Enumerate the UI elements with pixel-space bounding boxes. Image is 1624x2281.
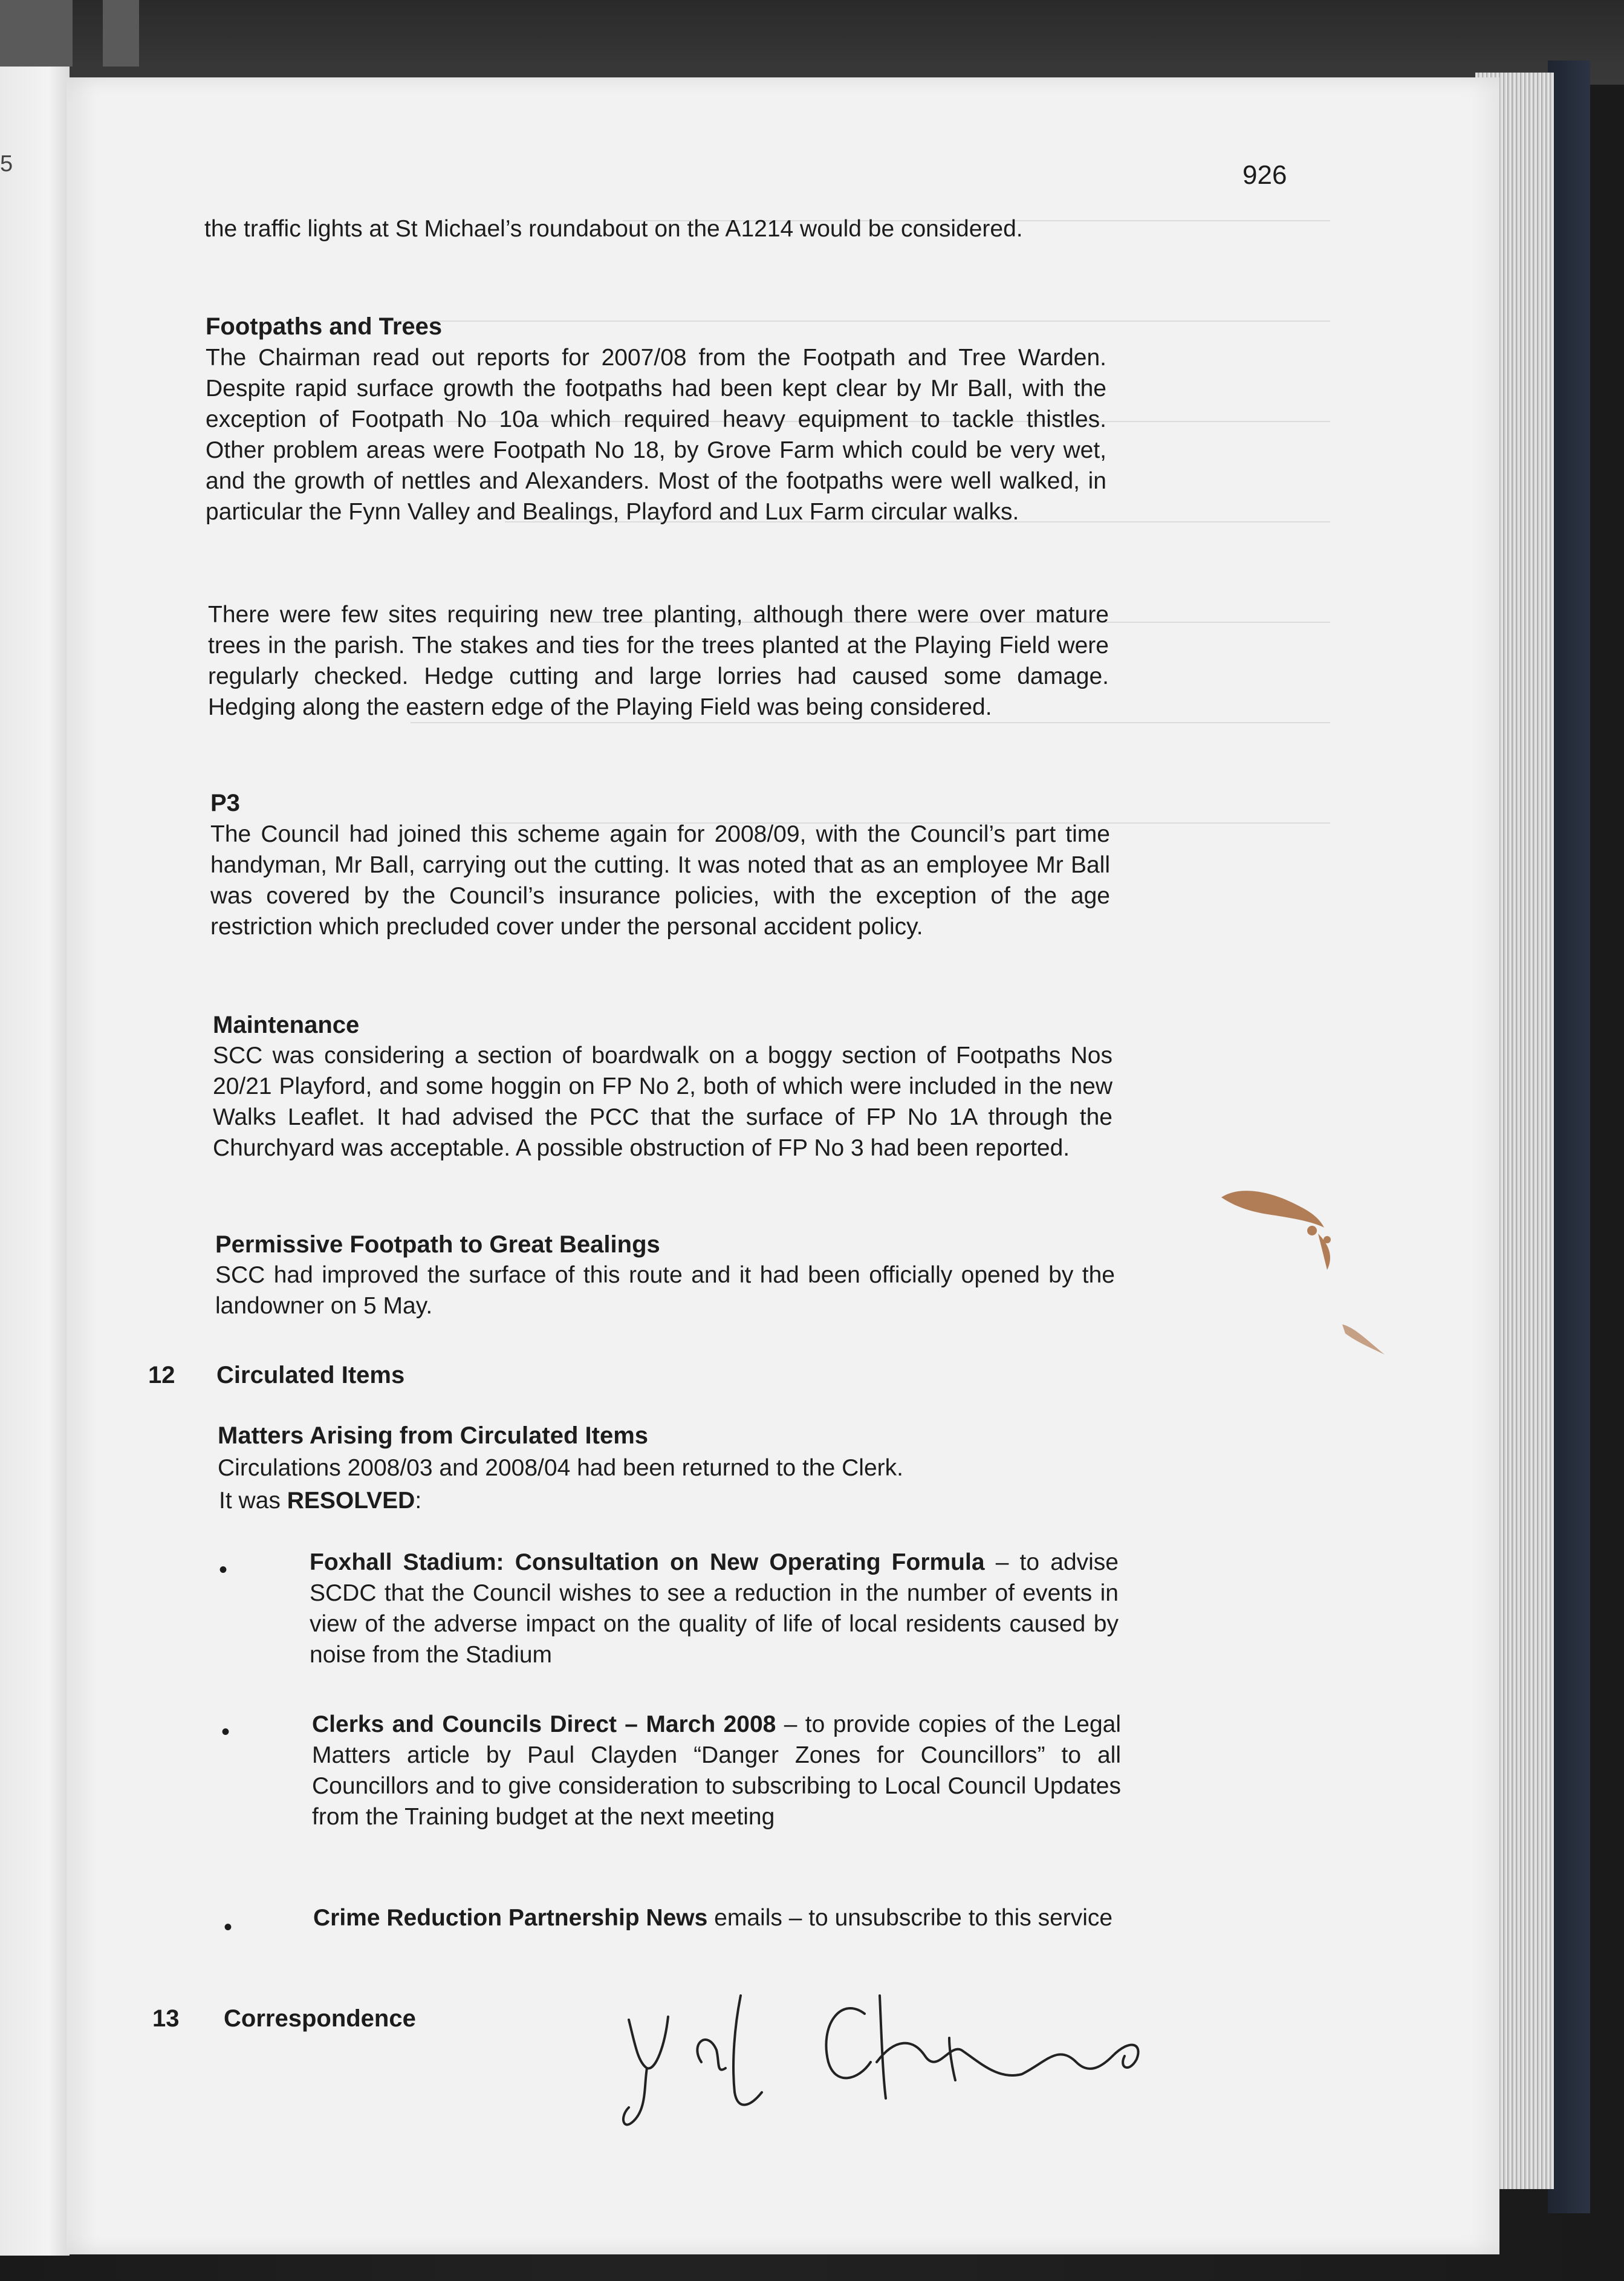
stain-mark <box>1203 1173 1421 1373</box>
circulations-returned-line: Circulations 2008/03 and 2008/04 had been returned to the Clerk. <box>218 1455 903 1481</box>
bullet-icon: • <box>219 1557 228 1583</box>
bullet-item-title: Foxhall Stadium: Consultation on New Operating Formula <box>310 1549 985 1575</box>
bullet-item-text: – to provide copies of the Legal Matters article by Paul Clayden “Danger Zones for Councillors” to all Councillors and to give consideration to subscribing to Local Council Updates from the Training budget at the next meeting <box>312 1711 1122 1830</box>
section-12-number: 12 <box>148 1362 175 1388</box>
maintenance-heading: Maintenance <box>213 1012 360 1038</box>
scanner-top-edge <box>0 0 1624 85</box>
section-13-number: 13 <box>152 2005 180 2032</box>
resolved-prefix: It was <box>219 1488 287 1514</box>
bullet-item-foxhall <box>310 1547 1119 1670</box>
intro-continuation: the traffic lights at St Michael’s roundabout on the A1214 would be considered. <box>204 216 1023 242</box>
bullet-item-crime-reduction <box>313 1902 1122 1933</box>
footpaths-trees-para-2: There were few sites requiring new tree planting, although there were over mature trees in the parish. The stakes and ties for the trees planted at the Playing Field were regularly checked. Hedge cutting and large lorries had caused some damage. Hedging along the eastern edge of the Playing Field was being considered. <box>208 602 1109 720</box>
bullet-item-title: Clerks and Councils Direct – March 2008 <box>312 1711 776 1737</box>
permissive-footpath-text: SCC had improved the surface of this route and it had been officially opened by the landowner on 5 May. <box>215 1262 1115 1319</box>
matters-arising-heading: Matters Arising from Circulated Items <box>218 1422 649 1449</box>
book-cover-edge <box>1548 60 1590 2213</box>
bullet-icon: • <box>224 1914 233 1941</box>
permissive-footpath-heading: Permissive Footpath to Great Bealings <box>215 1231 660 1258</box>
handwritten-signature <box>611 1971 1246 2141</box>
bullet-item-text: emails – to unsubscribe to this service <box>707 1905 1113 1931</box>
facing-page-edge <box>0 67 70 2256</box>
section-12-title: Circulated Items <box>216 1362 405 1388</box>
p3-heading: P3 <box>210 790 240 816</box>
resolved-word: RESOLVED <box>287 1488 415 1514</box>
bullet-item-clerks-councils <box>312 1709 1121 1832</box>
bullet-icon: • <box>221 1719 230 1745</box>
footpaths-trees-heading: Footpaths and Trees <box>206 313 443 340</box>
bullet-item-title: Crime Reduction Partnership News <box>313 1905 708 1931</box>
bullet-item-text: – to advise SCDC that the Council wishes to see a reduction in the number of events in view of the adverse impact on the quality of life of local residents caused by noise from the Stadium <box>310 1549 1119 1668</box>
maintenance-text: SCC was considering a section of boardwalk on a boggy section of Footpaths Nos 20/21 Playford, and some hoggin on FP No 2, both of which were included in the new Walks Leaflet. It had advised the PCC that the surface of FP No 1A through the Churchyard was acceptable. A possible obstruction of FP No 3 had been reported. <box>213 1043 1112 1161</box>
footpaths-trees-para-1: The Chairman read out reports for 2007/08 from the Footpath and Tree Warden. Despite rapid surface growth the footpaths had been kept clear by Mr Ball, with the exception of Footpath No 10a which required heavy equipment to tackle thistles. Other problem areas were Footpath No 18, by Grove Farm which could be very wet, and the growth of nettles and Alexanders. Most of the footpaths were well walked, in particular the Fynn Valley and Bealings, Playford and Lux Farm circular walks. <box>206 345 1106 525</box>
section-13-title: Correspondence <box>224 2005 416 2032</box>
page-number: 926 <box>1242 160 1287 190</box>
resolved-suffix: : <box>415 1488 422 1514</box>
p3-text: The Council had joined this scheme again for 2008/09, with the Council’s part time handyman, Mr Ball, carrying out the cutting. It was noted that as an employee Mr Ball was covered by the Council’s insurance policies, with the exception of the age restriction which precluded cover under the personal accident policy. <box>210 821 1110 940</box>
resolved-line <box>219 1485 1120 1516</box>
facing-page-mark: 5 <box>0 151 13 177</box>
